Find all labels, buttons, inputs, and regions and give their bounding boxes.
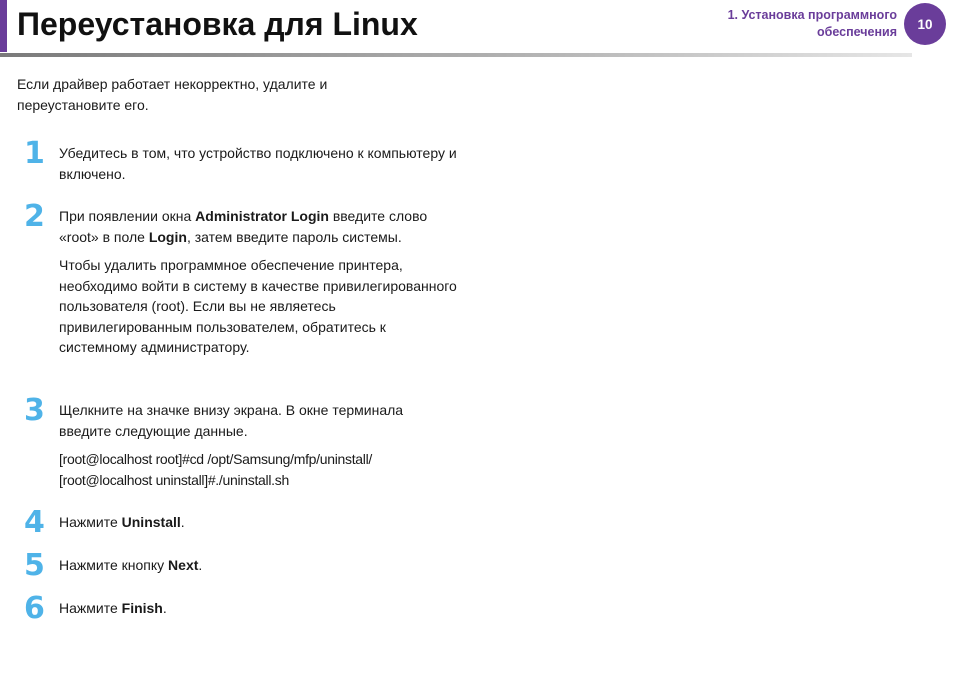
page-title: Переустановка для Linux [17,6,418,42]
step-number: 3 [24,393,45,428]
page-number-badge: 10 [904,3,946,45]
section-reference-link[interactable] [667,7,897,41]
step-text [59,206,459,247]
ui-term-administrator-login: Administrator Login [195,208,329,224]
terminal-command-line: [root@localhost root]#cd /opt/Samsung/mfp/uninstall/ [59,451,373,467]
step-body [59,206,459,358]
terminal-commands [59,449,459,490]
ui-term-uninstall: Uninstall [121,514,181,530]
step-text-part: , затем введите пароль системы. [186,228,402,245]
terminal-command-line: [root@localhost uninstall]#./uninstall.sh [59,471,289,488]
step-body [59,400,459,490]
step-text: Щелкните на значке внизу экрана. В окне терминала введите следующие данные. [59,402,404,439]
step-text-part: Нажмите [59,514,122,530]
title-accent-bar [0,0,7,52]
ui-term-login: Login [148,228,187,245]
step-text-part: . [180,514,185,530]
step-text [59,512,459,533]
step-body [59,512,459,533]
step-body [59,555,459,576]
step-text-part: Нажмите [59,600,122,616]
step-text [59,555,459,576]
intro-paragraph: Если драйвер работает некорректно, удалите и переустановите его. [17,76,328,113]
step-text-part: Нажмите кнопку [59,557,169,573]
step-number: 4 [24,505,45,540]
step-text-part: введите слово «root» в поле [59,208,428,245]
step-number: 1 [24,136,45,171]
step-text-part: . [162,600,167,616]
step-body [59,143,459,184]
ui-term-finish: Finish [121,600,163,616]
step-text: Убедитесь в том, что устройство подключено к компьютеру и включено. [59,145,457,182]
header-divider [0,53,912,57]
step-note: Чтобы удалить программное обеспечение принтера, необходимо войти в систему в качестве привилегированного пользователя (root). Если вы не являетесь привилегированным пользователем, обратитесь к системному администратору. [59,257,457,355]
step-text-part: . [198,557,203,573]
step-body [59,598,459,619]
step-number: 6 [24,591,45,626]
step-text-part: При появлении окна [59,208,196,224]
section-reference-line2: обеспечения [816,25,897,39]
step-text [59,598,459,619]
step-number: 5 [24,548,45,583]
step-number: 2 [24,199,45,234]
section-reference-line1: 1. Установка программного [727,8,897,22]
ui-term-next: Next [168,557,199,573]
